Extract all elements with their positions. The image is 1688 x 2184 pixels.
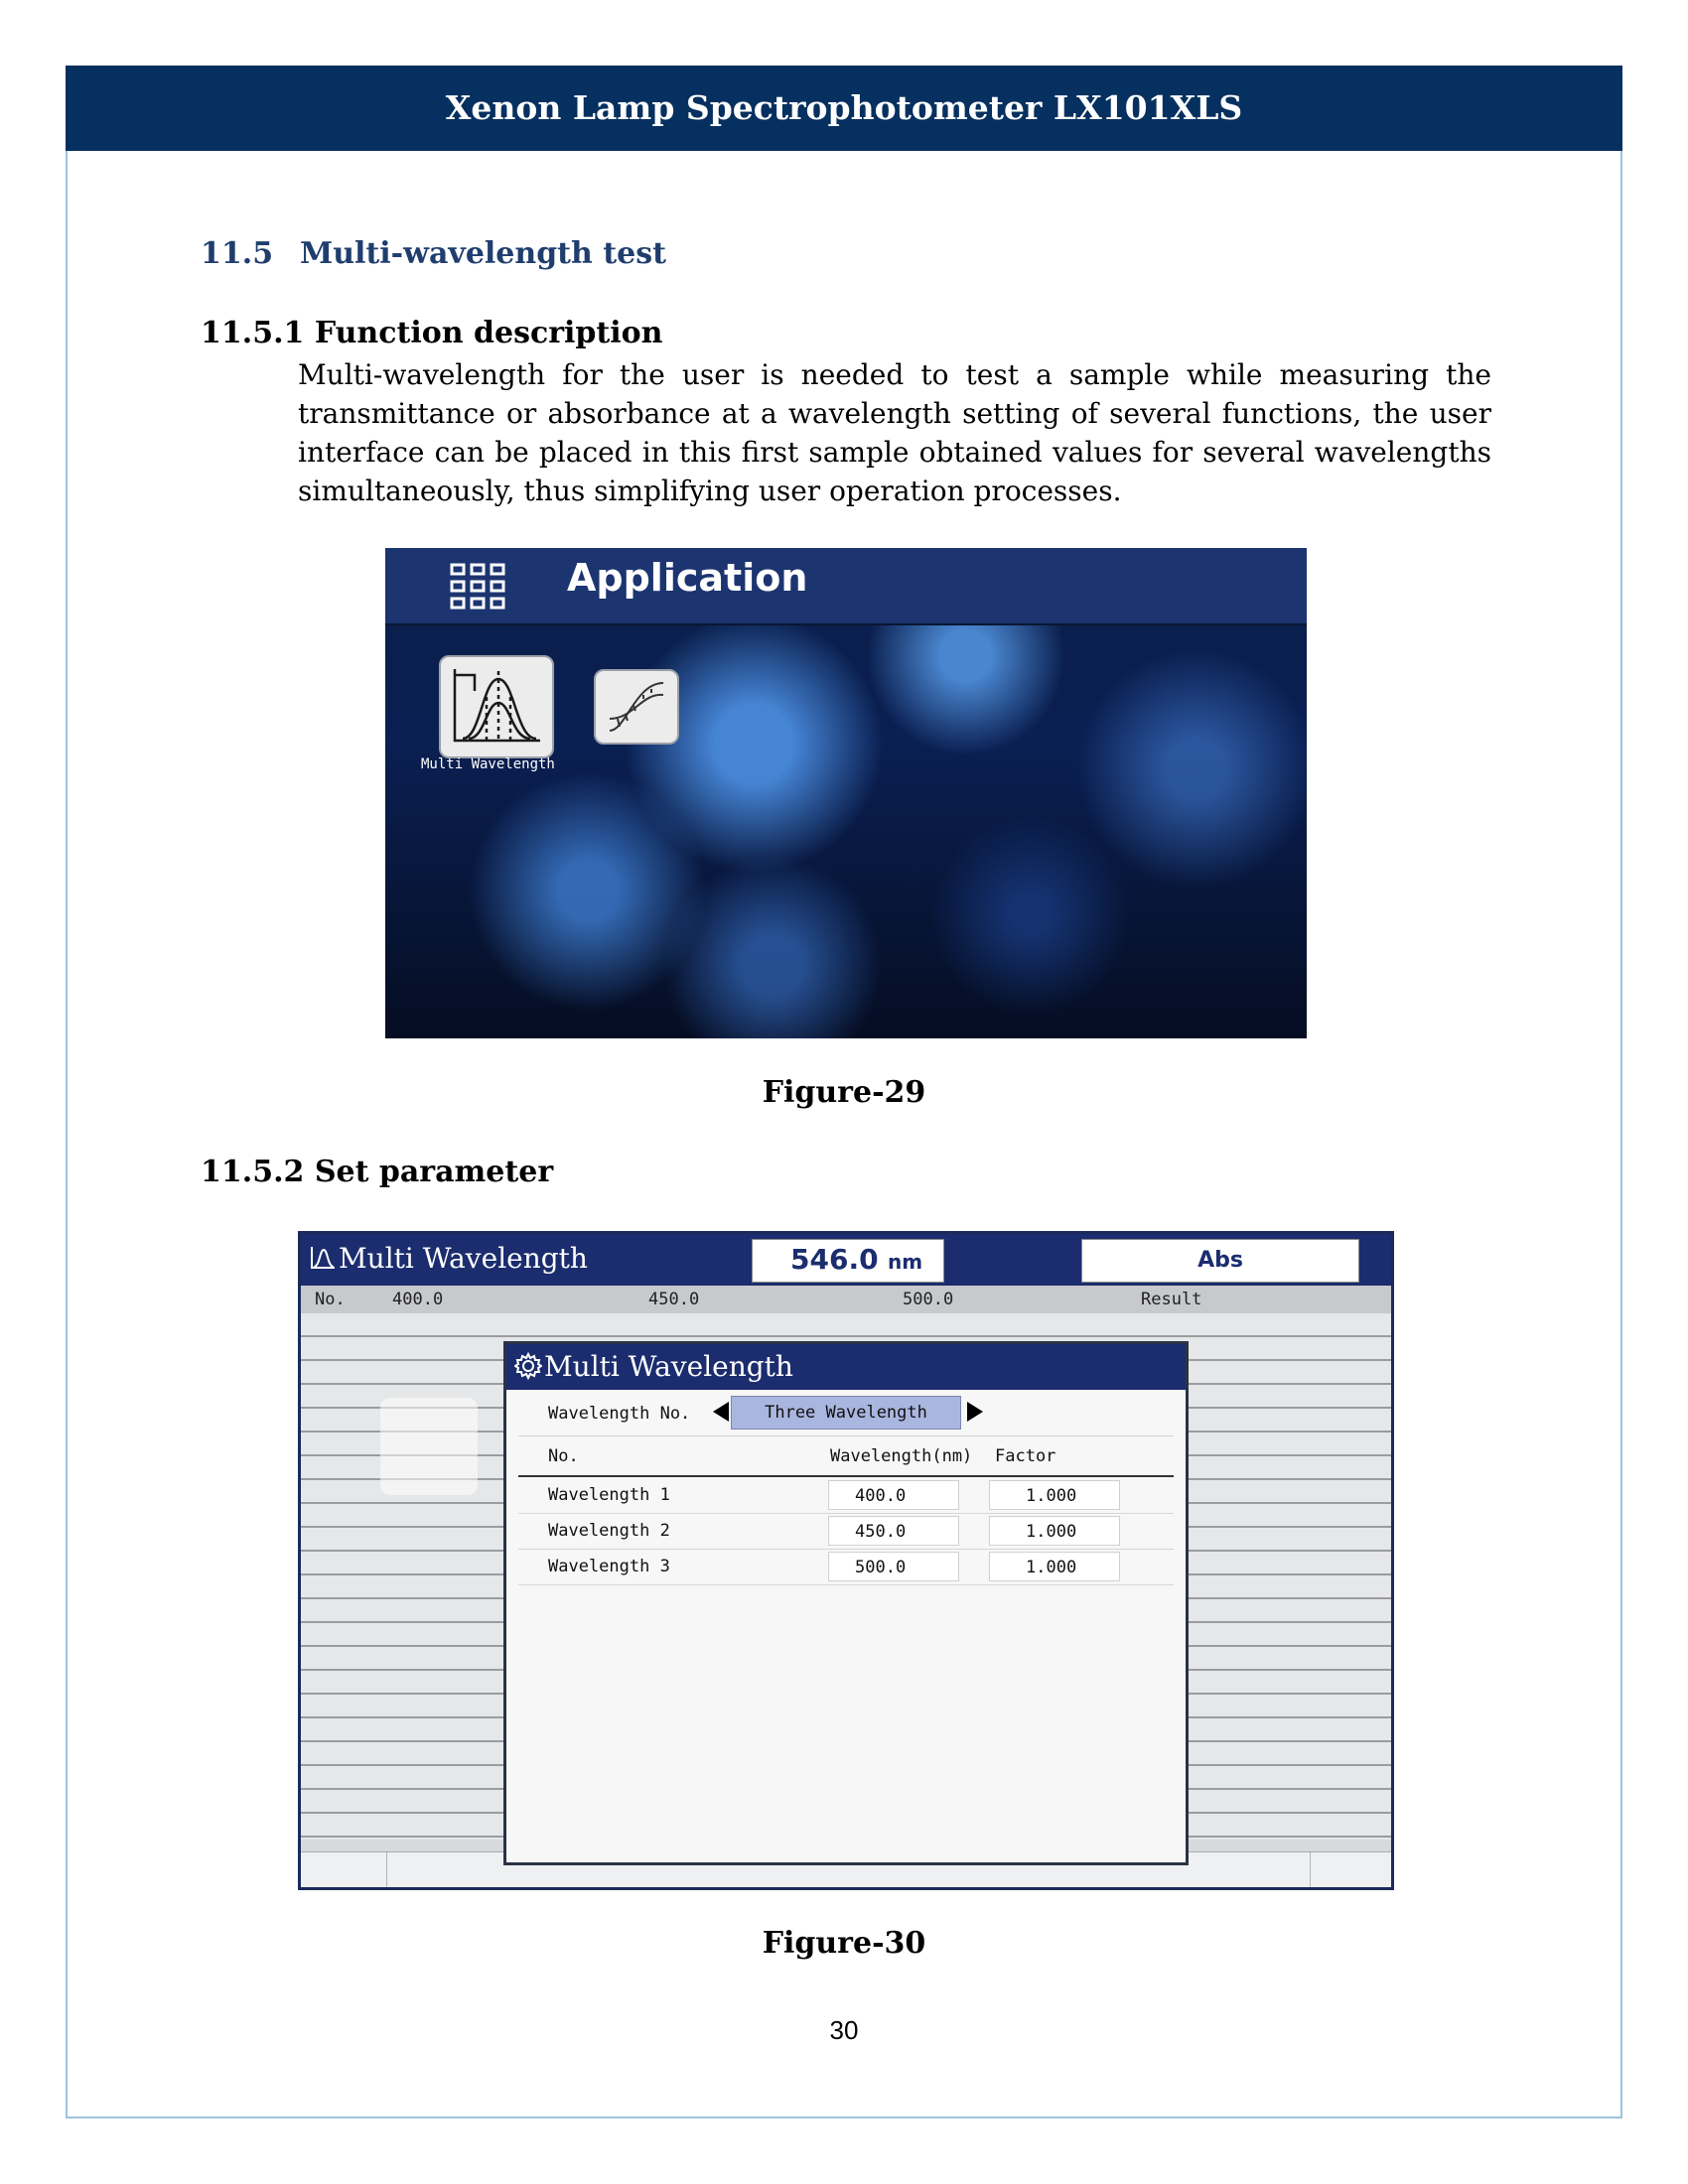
screen-title-bar: [301, 1234, 1391, 1286]
page-number: 30: [829, 2015, 859, 2045]
column-header-wl2: 450.0: [648, 1290, 700, 1309]
factor-input[interactable]: 1.000: [989, 1516, 1120, 1546]
wavelength-unit: nm: [888, 1250, 923, 1274]
arrow-right-icon[interactable]: [967, 1402, 983, 1422]
screen-title-text: Multi Wavelength: [339, 1242, 588, 1275]
dialog-title-text: Multi Wavelength: [544, 1350, 793, 1383]
table-header-factor: Factor: [995, 1446, 1056, 1466]
dna-icon: [596, 671, 677, 743]
current-wavelength-display[interactable]: [752, 1239, 944, 1283]
figure-29-application-screen: [385, 548, 1307, 1038]
gear-icon: [514, 1352, 542, 1380]
figure-30-caption: Figure-30: [762, 1926, 926, 1961]
column-header-wl1: 400.0: [392, 1290, 444, 1309]
grid-menu-icon[interactable]: [450, 563, 505, 611]
wavelength-row-2: [518, 1515, 1174, 1550]
column-header-no: No.: [315, 1290, 346, 1309]
table-header-no: No.: [548, 1446, 579, 1466]
measurement-mode-display[interactable]: Abs: [1081, 1239, 1359, 1283]
header-title: Xenon Lamp Spectrophotometer LX101XLS: [445, 88, 1243, 127]
screen-title: [309, 1242, 588, 1275]
column-header-result: Result: [1141, 1290, 1202, 1309]
figure-29-caption: Figure-29: [762, 1075, 926, 1110]
figure-30-multi-wavelength-screen: [298, 1231, 1394, 1890]
table-header-wavelength: Wavelength(nm): [830, 1446, 973, 1466]
page-header: [66, 66, 1622, 151]
multi-wavelength-icon: [441, 657, 552, 756]
row-name: Wavelength 3: [548, 1557, 670, 1576]
wavelength-no-label: Wavelength No.: [548, 1404, 691, 1424]
wavelength-input[interactable]: 400.0: [828, 1480, 959, 1510]
function-description-paragraph: Multi-wavelength for the user is needed to test a sample while measuring the transmittance or absorbance at a wavelength setting of several functions, the user interface can be placed in this first sample obtained values for several wavelengths simultaneously, thus simplifying user operation processes.: [298, 358, 1491, 507]
dna-analysis-tile[interactable]: [594, 669, 679, 745]
column-header-wl3: 500.0: [903, 1290, 954, 1309]
wavelength-input[interactable]: 500.0: [828, 1552, 959, 1581]
multi-wavelength-icon: [309, 1245, 337, 1271]
factor-input[interactable]: 1.000: [989, 1552, 1120, 1581]
background-watermark-icon: [380, 1398, 478, 1495]
wavelength-row-1: [518, 1479, 1174, 1514]
application-title: Application: [567, 556, 808, 600]
row-name: Wavelength 1: [548, 1485, 670, 1505]
application-title-bar: [385, 548, 1307, 625]
wavelength-input[interactable]: 450.0: [828, 1516, 959, 1546]
subsection-title-set-parameter: 11.5.2 Set parameter: [201, 1155, 554, 1189]
section-title-text: Multi-wavelength test: [300, 236, 666, 271]
multi-wavelength-tile-label: Multi Wavelength: [421, 756, 555, 772]
multi-wavelength-tile[interactable]: [439, 655, 554, 758]
arrow-left-icon[interactable]: [713, 1402, 729, 1422]
wavelength-count-selector[interactable]: Three Wavelength: [731, 1396, 961, 1430]
multi-wavelength-settings-dialog: [503, 1341, 1189, 1865]
results-column-header: [301, 1286, 1391, 1314]
section-title: [201, 236, 666, 271]
wavelength-value: 546.0: [790, 1243, 879, 1276]
dialog-title: [506, 1344, 1186, 1390]
row-name: Wavelength 2: [548, 1521, 670, 1541]
wavelength-row-3: [518, 1551, 1174, 1585]
factor-input[interactable]: 1.000: [989, 1480, 1120, 1510]
section-number: 11.5: [201, 236, 274, 271]
subsection-title-function-description: 11.5.1 Function description: [201, 316, 663, 350]
